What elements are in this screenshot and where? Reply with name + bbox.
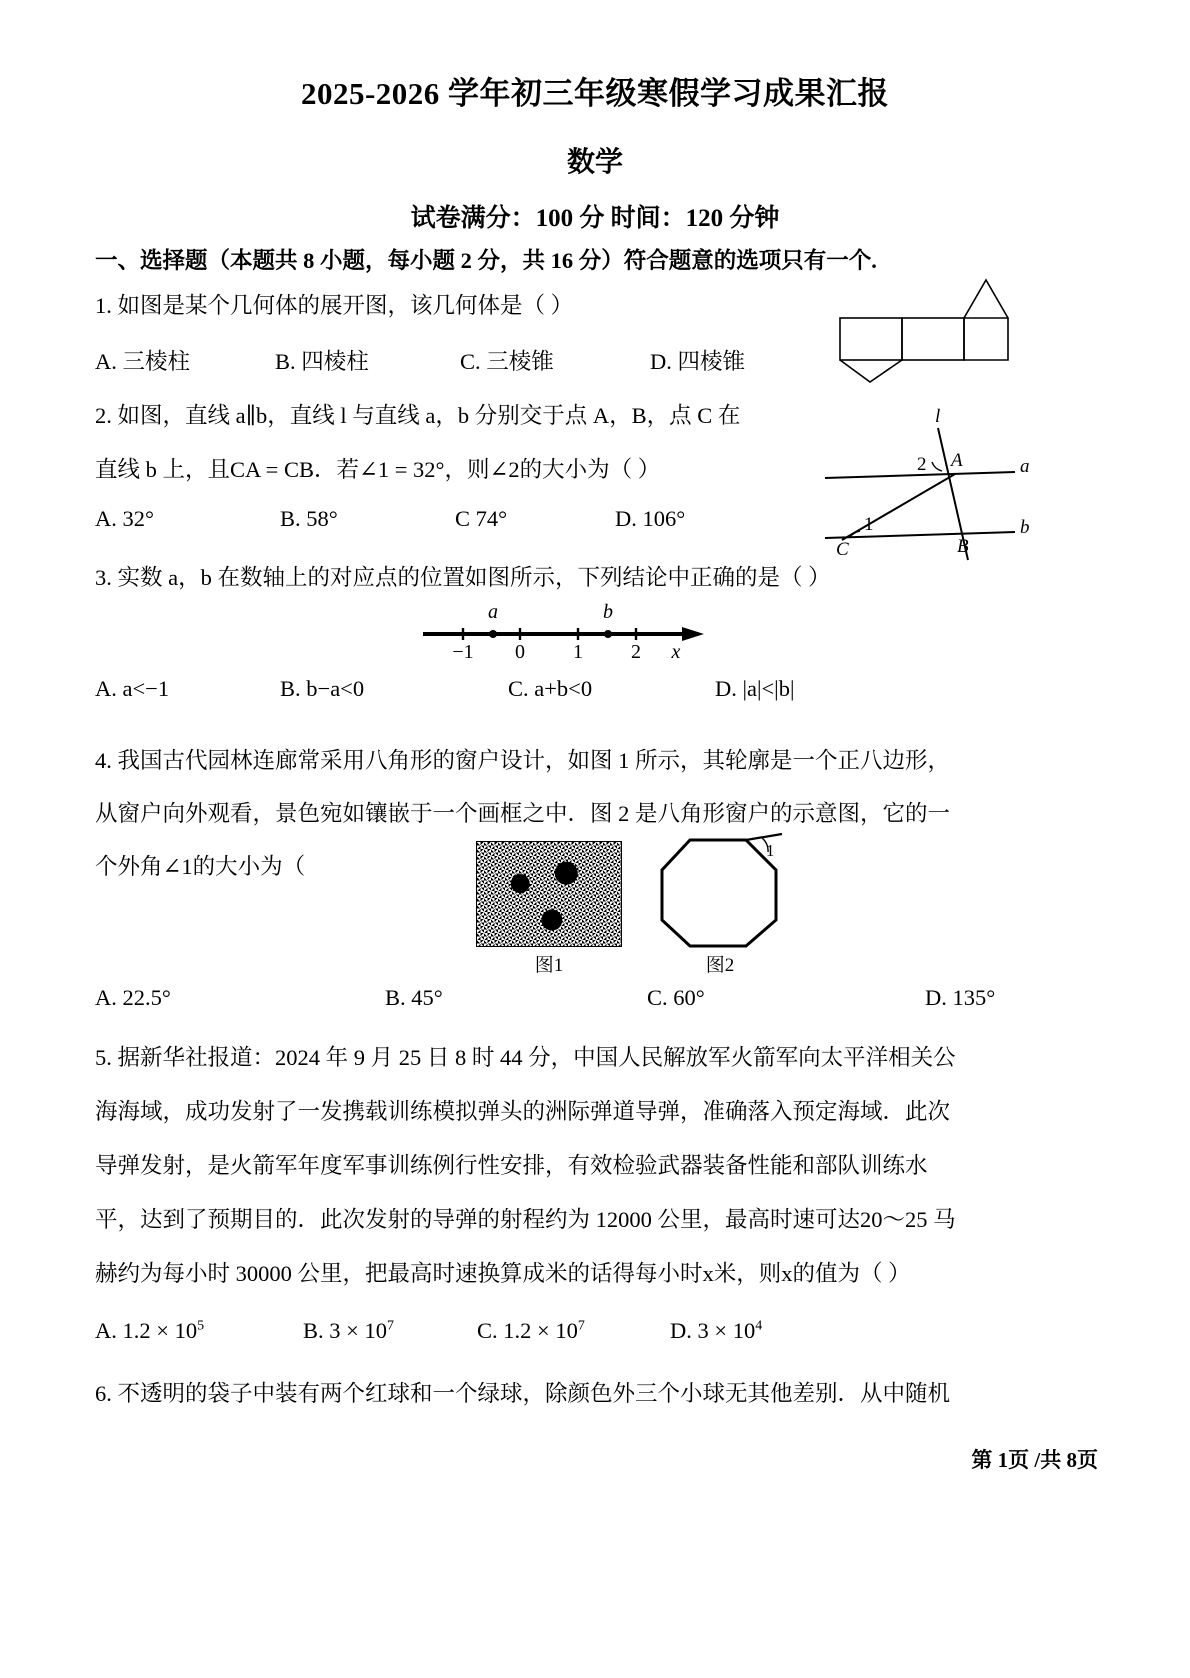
option-2-d[interactable]: D. 106° [615,506,686,531]
figure-2-octagon [650,832,790,952]
subject-title: 数学 [566,147,623,178]
label-point-A: A [951,450,963,471]
label-line-l: l [935,406,941,427]
option-3-d[interactable]: D. |a|<|b| [715,676,795,701]
tick-label-2: 2 [631,641,641,663]
label-point-B: B [957,536,969,557]
label-line-a: a [1020,456,1030,477]
point-b-marker [604,630,612,638]
label-angle-1: 1 [864,514,874,535]
label-point-C: C [836,539,849,560]
option-5-a-mantissa: 1.2 × 10 [122,1318,198,1343]
option-5-c-label: C. [477,1318,504,1343]
option-2-c[interactable]: C 74° [455,506,508,531]
figure-1-caption: 图1 [534,955,564,976]
option-4-a[interactable]: A. 22.5° [95,985,171,1010]
question-3-line1: 3. 实数 a，b 在数轴上的对应点的位置如图所示，下列结论中正确的是（ ） [95,565,831,590]
option-5-d-mantissa: 3 × 10 [697,1318,756,1343]
question-4-line1: 4. 我国古代园林连廊常采用八角形的窗户设计，如图 1 所示，其轮廓是一个正八边形， [95,748,951,773]
option-4-b[interactable]: B. 45° [385,985,443,1010]
question-1-stem: 1. 如图是某个几何体的展开图，该几何体是（ ） [95,293,574,318]
option-5-d[interactable] [670,1318,762,1344]
question-5-line5: 赫约为每小时 30000 公里，把最高时速换算成米的话得每小时x米，则x的值为（ ） [95,1261,911,1286]
option-1-c[interactable]: C. 三棱锥 [460,349,554,374]
question-5-line1: 5. 据新华社报道：2024 年 9 月 25 日 8 时 44 分，中国人民解放军火箭军向太平洋相关公 [95,1045,956,1070]
option-5-a-exponent: 5 [197,1318,205,1334]
question-6-line1: 6. 不透明的袋子中装有两个红球和一个绿球，除颜色外三个小球无其他差别．从中随机 [95,1381,951,1406]
option-5-c-mantissa: 1.2 × 10 [503,1318,578,1343]
question-2-line2: 直线 b 上，且CA = CB．若∠1 = 32°，则∠2的大小为（ ） [95,457,661,482]
option-2-b[interactable]: B. 58° [280,506,338,531]
option-1-d[interactable]: D. 四棱锥 [650,349,745,374]
exam-meta: 试卷满分：100 分 时间：120 分钟 [410,205,780,232]
option-1-b[interactable]: B. 四棱柱 [275,349,369,374]
option-2-a[interactable]: A. 32° [95,506,154,531]
option-5-b-exponent: 7 [386,1318,394,1334]
figure-2-caption: 图2 [705,955,735,976]
label-angle-2: 2 [917,454,927,475]
option-5-a-label: A. [95,1318,123,1343]
option-5-a[interactable] [95,1318,204,1344]
page-footer: 第 1页 /共 8页 [971,1448,1098,1472]
figure-q3-number-line [418,598,718,663]
option-4-d[interactable]: D. 135° [925,985,996,1010]
tick-label-0: 0 [515,641,525,663]
question-4-line2: 从窗户向外观看，景色宛如镶嵌于一个画框之中．图 2 是八角形窗户的示意图，它的一 [95,801,951,826]
figure-q1-net [830,270,1025,385]
option-3-b[interactable]: B. b−a<0 [280,676,365,701]
question-4-line3: 个外角∠1的大小为（ [95,854,306,879]
option-5-b[interactable] [303,1318,394,1344]
label-line-b: b [1020,517,1030,538]
option-5-b-label: B. [303,1318,330,1343]
option-4-c[interactable]: C. 60° [647,985,705,1010]
label-angle-1-octagon: 1 [766,841,775,860]
tick-label-1: 1 [573,641,583,663]
point-label-b: b [603,601,613,623]
option-1-a[interactable]: A. 三棱柱 [95,349,190,374]
tick-label-neg1: −1 [452,641,474,663]
point-a-marker [489,630,497,638]
page-title: 2025-2026 学年初三年级寒假学习成果汇报 [300,76,890,111]
question-5-line3: 导弹发射，是火箭军年度军事训练例行性安排，有效检验武器装备性能和部队训练水 [95,1153,928,1178]
option-3-c[interactable]: C. a+b<0 [508,676,593,701]
option-3-a[interactable]: A. a<−1 [95,676,170,701]
section-heading: 一、选择题（本题共 8 小题，每小题 2 分，共 16 分）符合题意的选项只有一个. [95,248,877,273]
figure-1-window-photo [476,841,622,947]
axis-label-x: x [671,641,681,663]
figure-q2-parallel-lines [820,400,1040,560]
point-label-a: a [488,601,498,623]
option-5-d-exponent: 4 [755,1318,763,1334]
option-5-d-label: D. [670,1318,698,1343]
option-5-c-exponent: 7 [577,1318,585,1334]
option-5-b-mantissa: 3 × 10 [329,1318,387,1343]
option-5-c[interactable] [477,1318,585,1344]
question-5-line4: 平，达到了预期目的．此次发射的导弹的射程约为 12000 公里，最高时速可达20～25 马 [95,1207,956,1232]
question-5-line2: 海海域，成功发射了一发携载训练模拟弹头的洲际弹道导弹，准确落入预定海域．此次 [95,1099,951,1124]
question-2-line1: 2. 如图，直线 a∥b，直线 l 与直线 a，b 分别交于点 A，B，点 C 在 [95,403,741,428]
